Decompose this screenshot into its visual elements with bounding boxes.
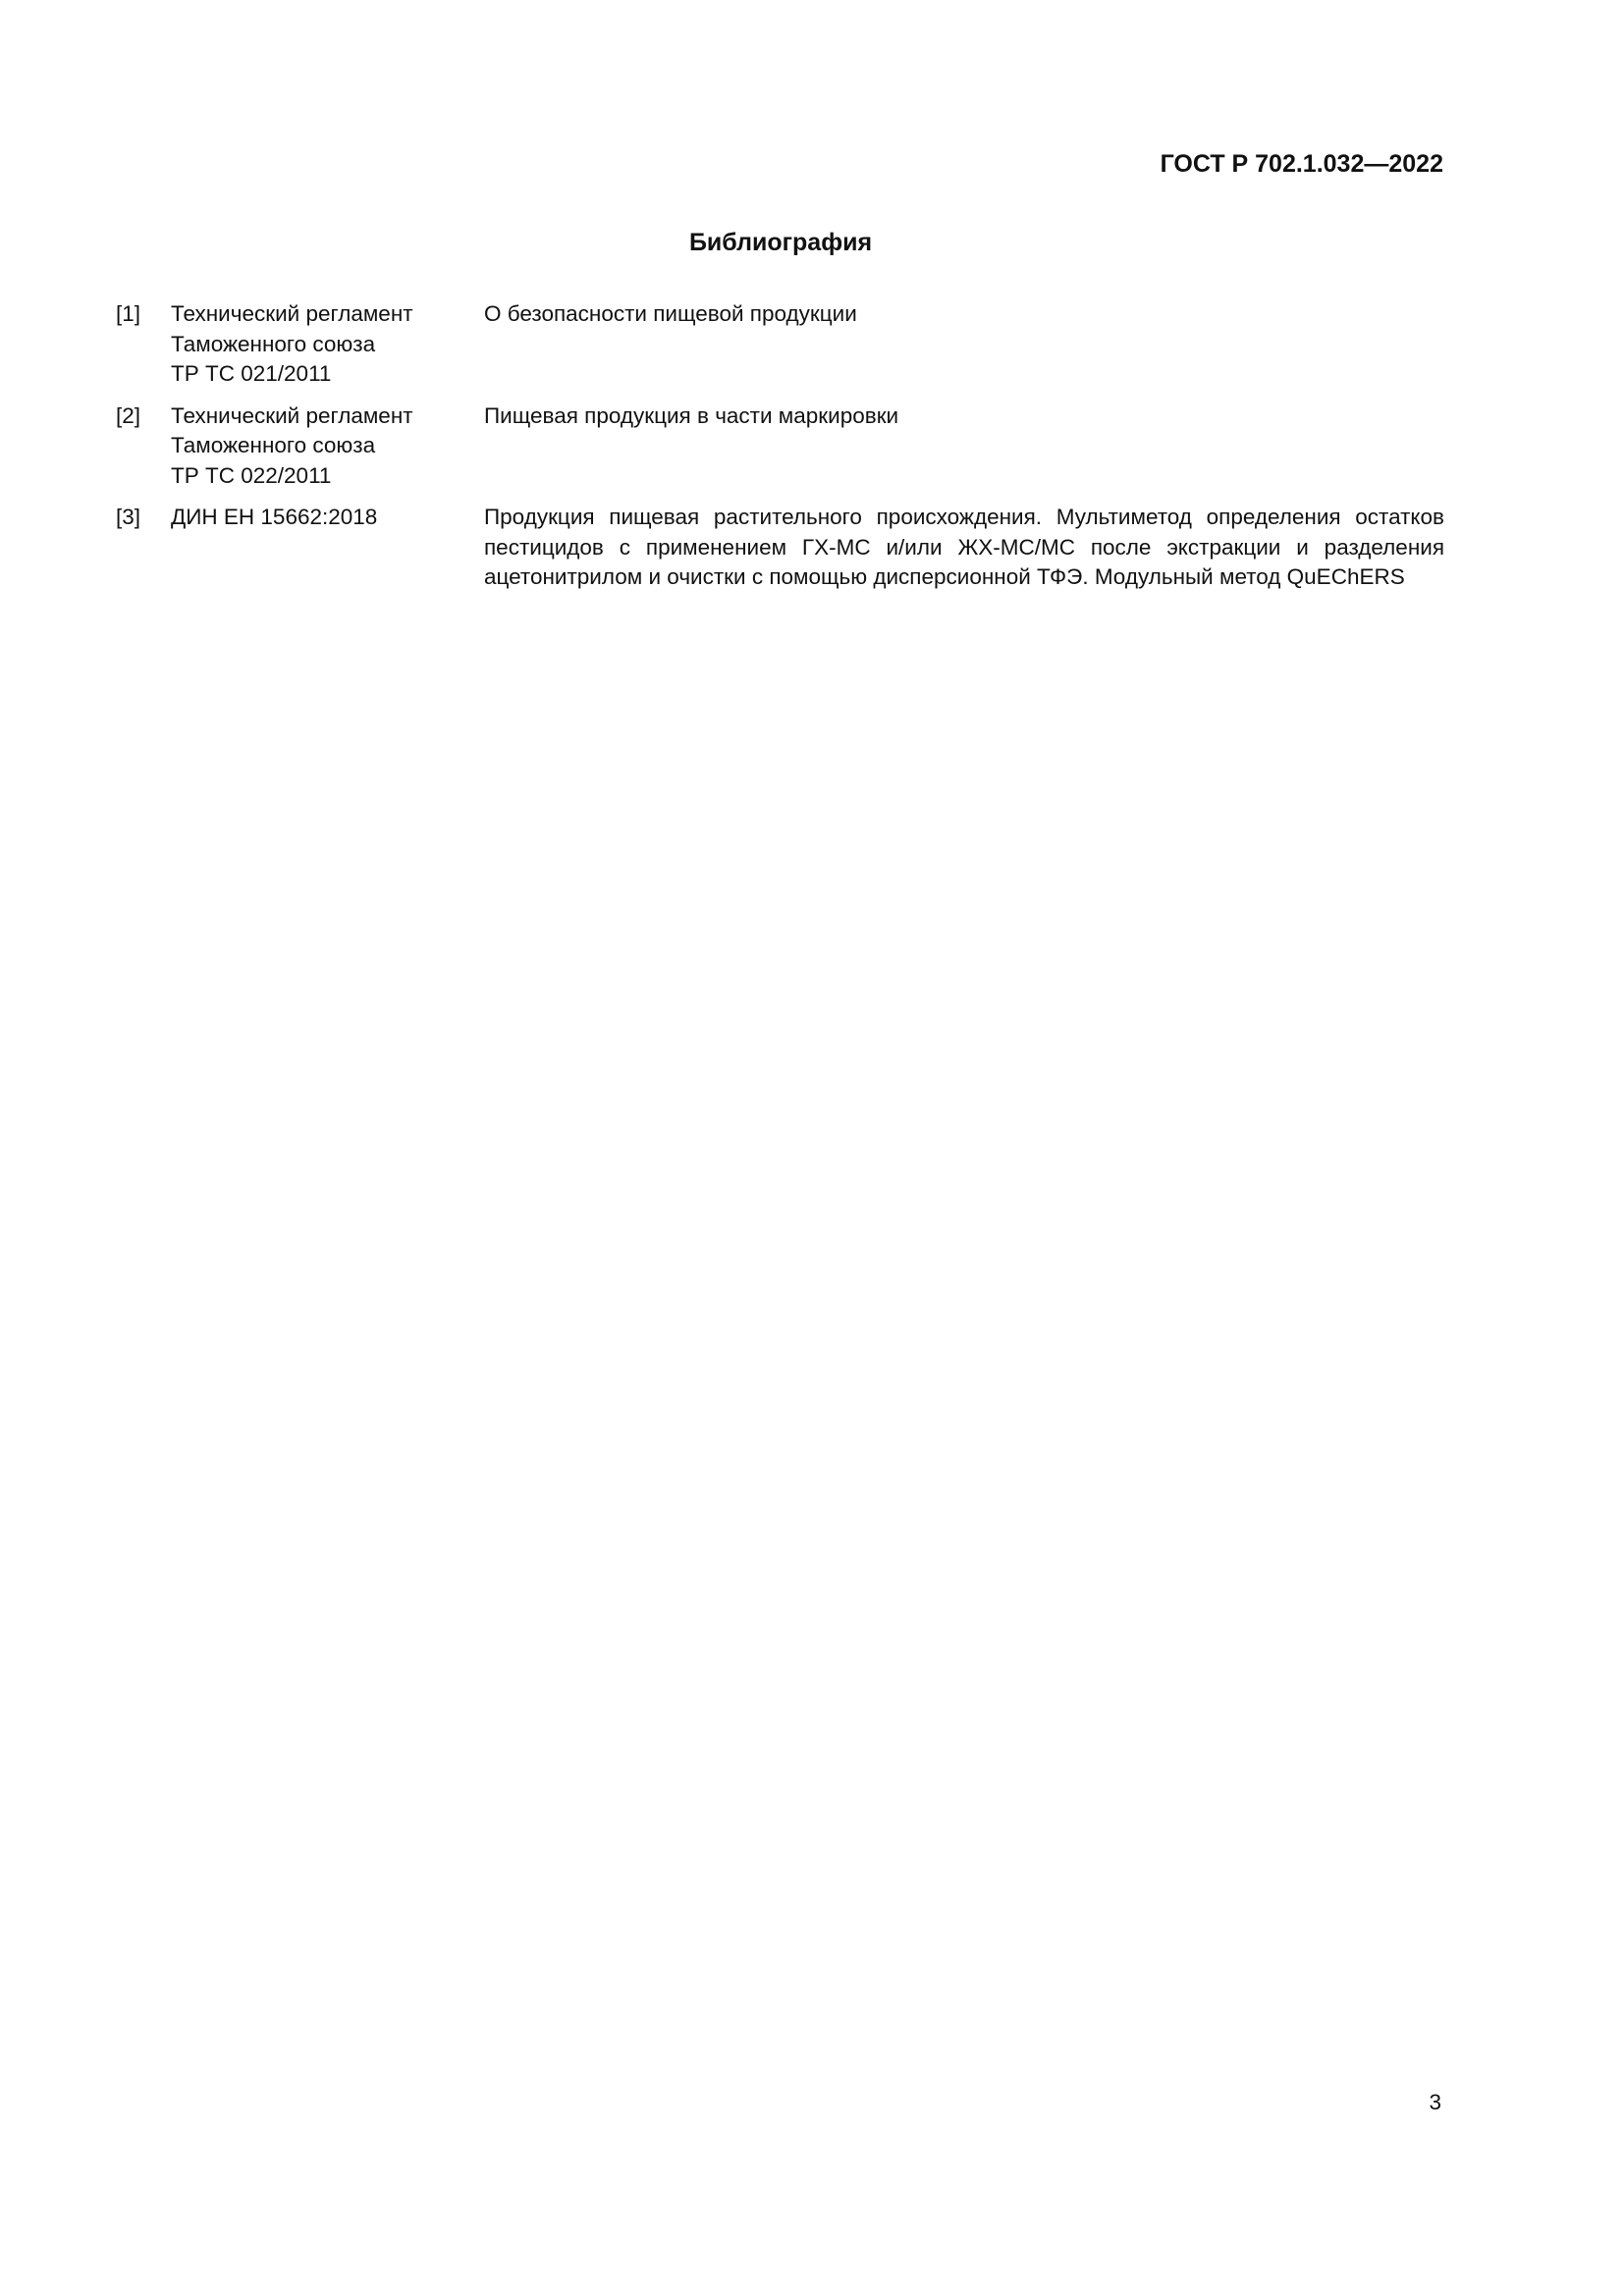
source-line: Технический регламент <box>171 301 413 326</box>
entry-description: Продукция пищевая растительного происхождения. Мультиметод определения остатков пестицидов с применением ГХ-МС и/или ЖХ-МС/МС после экстракции и разделения ацетонитрилом и очистки с помощью дисперсионной ТФЭ. Модульный метод QuEChERS <box>484 505 1444 589</box>
entry-source <box>171 401 484 492</box>
source-line: ДИН ЕН 15662:2018 <box>171 505 378 529</box>
page-title: Библиография <box>688 229 873 256</box>
bibliography-entry <box>116 401 1444 492</box>
bibliography-list <box>116 299 1444 605</box>
source-line: ТР ТС 021/2011 <box>171 361 332 386</box>
entry-description: Пищевая продукция в части маркировки <box>484 402 899 428</box>
document-number: ГОСТ Р 702.1.032—2022 <box>1160 150 1443 178</box>
entry-number: [3] <box>116 505 141 529</box>
entry-number: [2] <box>116 402 141 428</box>
bibliography-entry <box>116 299 1444 390</box>
page-number: 3 <box>1429 2090 1441 2114</box>
source-line: Технический регламент <box>171 402 413 428</box>
source-line: Таможенного союза <box>171 331 376 356</box>
entry-description: О безопасности пищевой продукции <box>484 301 857 326</box>
entry-source <box>171 503 484 593</box>
entry-source <box>171 299 484 390</box>
entry-number: [1] <box>116 301 141 326</box>
source-line: Таможенного союза <box>171 433 376 457</box>
source-line: ТР ТС 022/2011 <box>171 462 332 488</box>
bibliography-entry <box>116 503 1444 593</box>
